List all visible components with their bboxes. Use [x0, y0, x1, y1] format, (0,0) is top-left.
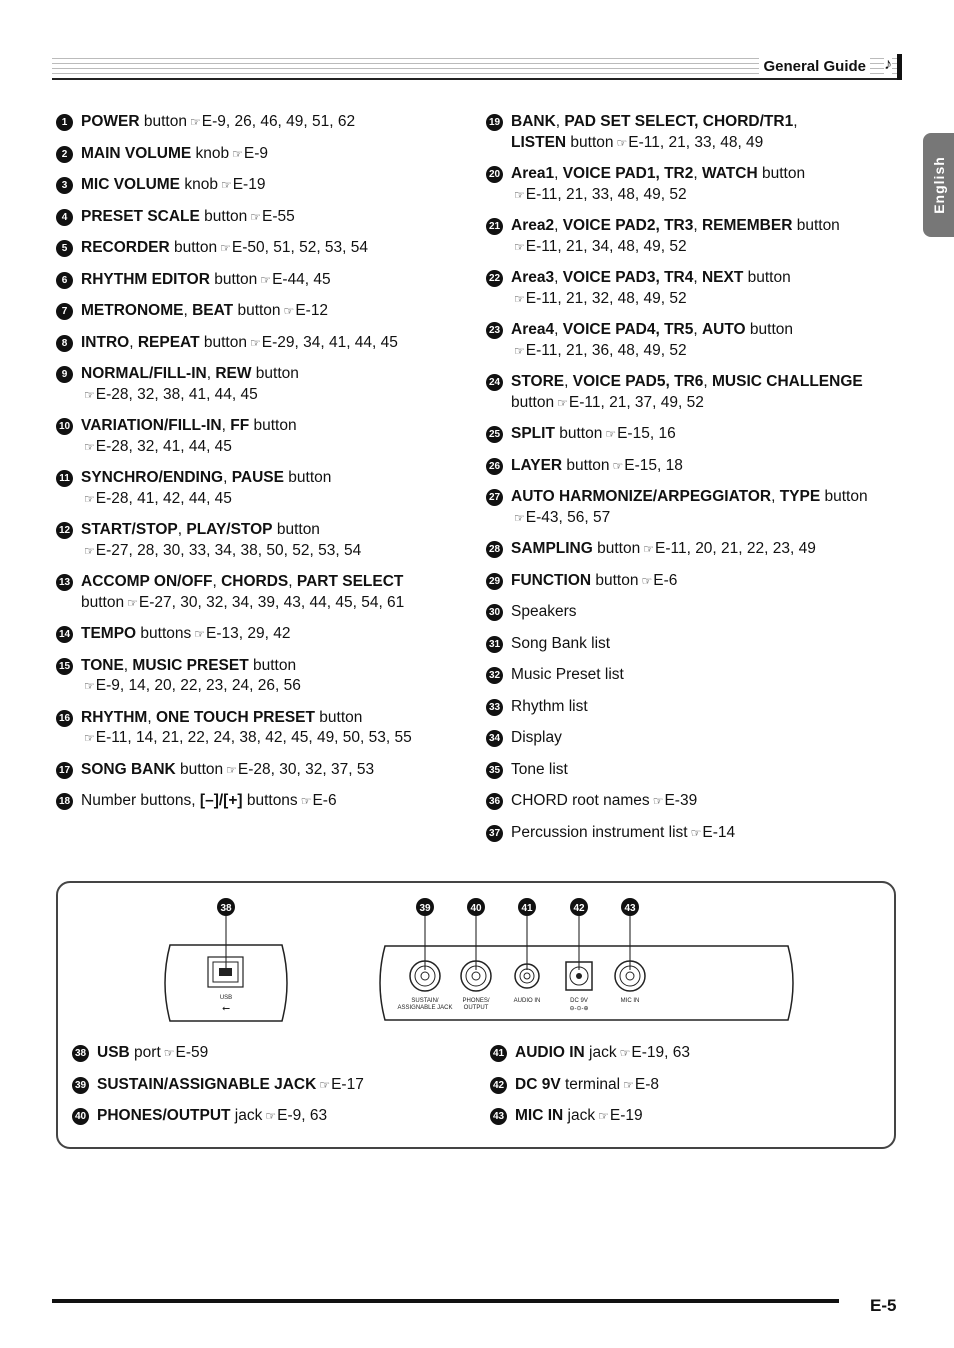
item-number-badge: 8 [56, 335, 73, 352]
svg-text:40: 40 [470, 903, 482, 914]
item-text: , [183, 302, 193, 319]
item-text: , [703, 373, 713, 390]
item-text: Percussion instrument list [511, 823, 688, 841]
music-note-icon: ♪ [884, 56, 892, 73]
item-number-badge: 9 [56, 366, 73, 383]
item-text: knob [191, 144, 230, 162]
item-text: button [284, 469, 332, 486]
port-list-right [490, 1043, 890, 1138]
item-name: RHYTHM [81, 708, 148, 726]
item-name: METRONOME [81, 302, 184, 319]
callout-41 [518, 898, 536, 970]
item-number-badge: 14 [56, 626, 73, 643]
page-reference: ☞ E-28, 32, 41, 44, 45 [81, 438, 232, 455]
item-text: , [693, 165, 702, 182]
item-text: Display [511, 729, 562, 746]
page-reference: ☞ E-11, 20, 21, 22, 23, 49 [640, 540, 816, 557]
page-number: E-5 [870, 1296, 897, 1315]
item-name: FF [230, 417, 250, 434]
page-reference: ☞ E-12 [281, 302, 329, 319]
item-text: , [554, 165, 563, 182]
page-reference: ☞ E-27, 28, 30, 33, 34, 38, 50, 52, 53, 54 [81, 542, 361, 559]
item-text: , [147, 708, 156, 726]
page-reference: ☞ E-9 [229, 145, 268, 162]
item-text: Speakers [511, 603, 577, 620]
item-text: , [554, 217, 563, 234]
item-name: FUNCTION [511, 571, 592, 589]
item-name: DC 9V [515, 1075, 561, 1093]
item-text: , [554, 269, 563, 286]
item-number-badge: 29 [486, 573, 503, 590]
page-reference: ☞ E-9, 14, 20, 22, 23, 24, 26, 56 [81, 677, 301, 694]
item-text: Song Bank list [511, 634, 611, 652]
item-number-badge: 7 [56, 303, 73, 320]
item-number-badge: 12 [56, 522, 73, 539]
item-name: MIC VOLUME [81, 176, 181, 193]
item-text: , [693, 269, 702, 286]
page-reference: ☞ E-13, 29, 42 [191, 625, 290, 642]
item-name: MAIN VOLUME [81, 144, 192, 162]
item-text: buttons [242, 792, 298, 809]
page-reference: ☞ E-6 [298, 792, 337, 809]
item-name: PAUSE [231, 469, 284, 486]
item-number-badge: 16 [56, 710, 73, 727]
item-text: , [771, 488, 780, 505]
callout-42 [570, 898, 588, 970]
item-text: button [757, 165, 806, 182]
item-number-badge: 35 [486, 762, 503, 779]
item-text: button [233, 302, 281, 319]
item-number-badge: 6 [56, 272, 73, 289]
item-text: button [248, 656, 297, 674]
svg-text:PHONES/: PHONES/ [462, 998, 490, 1004]
item-name: PRESET SCALE [81, 207, 200, 225]
item-number-badge: 5 [56, 240, 73, 257]
item-number-badge: 13 [56, 574, 73, 591]
polarity-icon: ⊖-⊙-⊕ [569, 1006, 589, 1012]
item-name: USB [97, 1044, 130, 1061]
port-list-left [72, 1043, 472, 1138]
item-text: port [129, 1044, 161, 1061]
list-item [72, 1106, 472, 1127]
item-name: Area3 [511, 269, 555, 286]
item-name: VOICE PAD1, TR2 [562, 165, 694, 182]
item-number-badge: 1 [56, 114, 73, 131]
item-number-badge: 10 [56, 418, 73, 435]
footer-rule [52, 1299, 839, 1303]
svg-text:42: 42 [573, 903, 585, 914]
list-item [490, 1106, 890, 1127]
page-reference: ☞ E-15, 18 [610, 457, 683, 474]
item-text: , [223, 469, 232, 486]
list-item [72, 1075, 472, 1096]
page-reference: ☞ E-8 [620, 1076, 659, 1093]
item-number-badge: 37 [486, 825, 503, 842]
page-reference: ☞ E-11, 21, 34, 48, 49, 52 [511, 238, 687, 255]
item-number-badge: 4 [56, 209, 73, 226]
item-number-badge: 36 [486, 793, 503, 810]
item-name: POWER [81, 113, 140, 130]
list-item [72, 1043, 472, 1064]
usb-symbol-icon: ⭠ [222, 1003, 230, 1014]
page-reference: ☞ E-9, 63 [262, 1107, 327, 1124]
item-text: button [745, 321, 794, 338]
item-number-badge: 27 [486, 489, 503, 506]
item-text: , [554, 321, 563, 338]
item-name: LAYER [511, 456, 563, 474]
item-name: REPEAT [137, 333, 200, 351]
item-text: CHORD root names [511, 792, 650, 809]
section-title: General Guide [759, 58, 870, 75]
item-number-badge: 19 [486, 114, 503, 131]
item-name: STORE [511, 373, 565, 390]
page-reference: ☞ E-50, 51, 52, 53, 54 [217, 239, 368, 256]
item-number-badge: 30 [486, 604, 503, 621]
item-number-badge: 2 [56, 146, 73, 163]
item-text: button [175, 760, 224, 778]
language-tab-label: English [930, 156, 947, 214]
item-name: [–]/[+] [199, 792, 243, 809]
item-name: VARIATION/FILL-IN [81, 417, 222, 434]
page-reference: ☞ E-19 [595, 1107, 643, 1124]
item-text: , [206, 365, 216, 382]
item-text: buttons [136, 625, 192, 642]
item-text: jack [584, 1044, 617, 1061]
item-name: SAMPLING [511, 540, 593, 557]
item-text: button [591, 571, 639, 589]
callout-39 [416, 898, 434, 970]
page-reference: ☞ E-29, 34, 41, 44, 45 [247, 334, 398, 351]
usb-panel [165, 945, 287, 1021]
item-text: button [792, 217, 840, 234]
item-number-badge: 18 [56, 793, 73, 810]
item-name: Area4 [511, 321, 555, 338]
item-text: button [249, 417, 297, 434]
item-text: , [693, 217, 702, 234]
item-text: button [314, 708, 363, 726]
item-text: , [221, 417, 231, 434]
page-reference: ☞ E-59 [161, 1044, 209, 1061]
item-name: VOICE PAD4, TR5 [562, 321, 694, 338]
page-reference: ☞ E-28, 32, 38, 41, 44, 45 [81, 386, 258, 403]
item-name: MUSIC PRESET [132, 656, 249, 674]
item-text: button [743, 269, 791, 286]
item-name: PLAY/STOP [186, 521, 273, 538]
item-number-badge: 33 [486, 699, 503, 716]
item-name: INTRO [81, 333, 130, 351]
page-reference: ☞ E-14 [688, 824, 736, 841]
item-number-badge: 40 [72, 1108, 89, 1125]
item-text: button [199, 333, 247, 351]
item-text: button [272, 521, 320, 538]
item-text: button [566, 133, 614, 151]
item-text: button [169, 239, 218, 256]
item-name: REW [215, 365, 252, 382]
svg-text:41: 41 [521, 903, 533, 914]
item-number-badge: 24 [486, 374, 503, 391]
item-text: button [592, 540, 641, 557]
page-reference: ☞ E-55 [247, 208, 295, 225]
item-number-badge: 42 [490, 1077, 507, 1094]
item-text: button [554, 425, 603, 442]
page-reference: ☞ E-11, 21, 36, 48, 49, 52 [511, 342, 687, 359]
item-text: , [793, 113, 798, 130]
callout-43 [621, 898, 639, 970]
page-reference: ☞ E-28, 30, 32, 37, 53 [223, 761, 374, 778]
svg-text:43: 43 [624, 903, 636, 914]
page-reference: ☞ E-43, 56, 57 [511, 509, 610, 526]
page-reference: ☞ E-15, 16 [602, 425, 675, 442]
item-text: button [139, 113, 187, 130]
item-name: RECORDER [81, 239, 170, 256]
svg-text:DC 9V: DC 9V [570, 998, 588, 1004]
item-name: TEMPO [81, 625, 137, 642]
svg-text:USB: USB [219, 995, 233, 1001]
page-reference: ☞ E-28, 41, 42, 44, 45 [81, 490, 232, 507]
item-name: PHONES/OUTPUT [97, 1107, 231, 1124]
item-name: Area1 [511, 165, 555, 182]
item-name: SPLIT [511, 425, 555, 442]
item-text: , [555, 113, 565, 130]
item-text: button [199, 207, 248, 225]
item-name: BANK [511, 113, 556, 130]
item-number-badge: 17 [56, 762, 73, 779]
item-number-badge: 39 [72, 1077, 89, 1094]
item-name: LISTEN [511, 133, 567, 151]
item-name: BEAT [192, 302, 234, 319]
page-reference: ☞ E-11, 21, 32, 48, 49, 52 [511, 290, 687, 307]
list-item [490, 1043, 890, 1064]
item-name: AUDIO IN [515, 1044, 585, 1061]
item-name: AUTO HARMONIZE/ARPEGGIATOR [511, 488, 772, 505]
item-text: , [129, 333, 138, 351]
item-name: MUSIC CHALLENGE [712, 373, 863, 390]
item-number-badge: 3 [56, 177, 73, 194]
page-reference: ☞ E-9, 26, 46, 49, 51, 62 [187, 113, 355, 130]
svg-text:MIC IN: MIC IN [620, 998, 640, 1004]
item-name: VOICE PAD3, TR4 [562, 269, 694, 286]
item-name: CHORDS [221, 573, 289, 590]
item-text: , [177, 521, 187, 538]
item-number-badge: 28 [486, 541, 503, 558]
item-name: TYPE [779, 488, 821, 505]
item-text: button [511, 393, 555, 411]
item-name: MIC IN [515, 1107, 564, 1124]
page-reference: ☞ E-11, 21, 33, 48, 49, 52 [511, 186, 687, 203]
item-name: ACCOMP ON/OFF [81, 573, 213, 590]
item-name: ONE TOUCH PRESET [155, 708, 315, 726]
item-name: PART SELECT [296, 573, 404, 590]
item-name: TONE [81, 656, 124, 674]
item-text: , [693, 321, 702, 338]
svg-text:38: 38 [220, 903, 232, 914]
item-number-badge: 34 [486, 730, 503, 747]
item-text: button [562, 456, 610, 474]
item-number-badge: 43 [490, 1108, 507, 1125]
item-number-badge: 23 [486, 322, 503, 339]
item-name: SYNCHRO/ENDING [81, 469, 224, 486]
item-text: button [81, 593, 125, 611]
item-name: REMEMBER [701, 217, 793, 234]
page-reference: ☞ E-44, 45 [257, 271, 330, 288]
item-number-badge: 11 [56, 470, 73, 487]
page-reference: ☞ E-11, 21, 33, 48, 49 [614, 134, 764, 151]
item-number-badge: 26 [486, 458, 503, 475]
svg-text:OUTPUT: OUTPUT [463, 1005, 489, 1011]
item-name: RHYTHM EDITOR [81, 270, 210, 288]
item-text: terminal [560, 1075, 621, 1093]
item-text: , [288, 573, 297, 590]
item-name: VOICE PAD5, TR6 [572, 373, 704, 390]
item-text: Rhythm list [511, 697, 588, 715]
page-reference: ☞ E-39 [650, 792, 698, 809]
page-reference: ☞ E-17 [316, 1076, 364, 1093]
callout-40 [467, 898, 485, 970]
item-number-badge: 20 [486, 166, 503, 183]
item-name: SONG BANK [81, 760, 176, 778]
item-number-badge: 38 [72, 1045, 89, 1062]
item-text: , [212, 573, 222, 590]
item-text: Music Preset list [511, 666, 624, 683]
item-text: Tone list [511, 760, 568, 778]
page-reference: ☞ E-19, 63 [617, 1044, 690, 1061]
item-name: VOICE PAD2, TR3 [562, 217, 694, 234]
item-number-badge: 32 [486, 667, 503, 684]
page-reference: ☞ E-11, 14, 21, 22, 24, 38, 42, 45, 49, 50, 53, 55 [81, 729, 412, 746]
page-reference: ☞ E-11, 21, 37, 49, 52 [554, 394, 704, 411]
item-text: knob [180, 176, 218, 193]
item-number-badge: 25 [486, 426, 503, 443]
item-text: jack [563, 1107, 596, 1124]
item-name: NORMAL/FILL-IN [81, 365, 207, 382]
item-text: button [820, 488, 868, 505]
item-name: PAD SET SELECT, CHORD/TR1 [564, 113, 794, 130]
svg-text:39: 39 [419, 903, 431, 914]
item-text: Number buttons, [81, 792, 200, 809]
item-text: button [251, 365, 299, 382]
item-text: , [123, 656, 133, 674]
list-item [490, 1075, 890, 1096]
item-name: Area2 [511, 217, 555, 234]
svg-text:AUDIO IN: AUDIO IN [513, 998, 541, 1004]
page-reference: ☞ E-27, 30, 32, 34, 39, 43, 44, 45, 54, 61 [124, 594, 404, 611]
item-number-badge: 22 [486, 270, 503, 287]
page-reference: ☞ E-6 [638, 572, 677, 589]
jack-panel [380, 946, 793, 1020]
item-text: jack [230, 1107, 263, 1124]
item-name: NEXT [701, 269, 744, 286]
page-reference: ☞ E-19 [218, 176, 266, 193]
item-number-badge: 31 [486, 636, 503, 653]
item-name: WATCH [701, 165, 758, 182]
item-text: , [564, 373, 573, 390]
item-text: button [209, 270, 258, 288]
svg-text:SUSTAIN/: SUSTAIN/ [411, 998, 439, 1004]
item-name: SUSTAIN/ASSIGNABLE JACK [97, 1075, 317, 1093]
item-name: START/STOP [81, 521, 178, 538]
item-number-badge: 41 [490, 1045, 507, 1062]
item-number-badge: 21 [486, 218, 503, 235]
item-number-badge: 15 [56, 658, 73, 675]
item-name: AUTO [701, 321, 746, 338]
svg-text:ASSIGNABLE JACK: ASSIGNABLE JACK [397, 1005, 453, 1011]
